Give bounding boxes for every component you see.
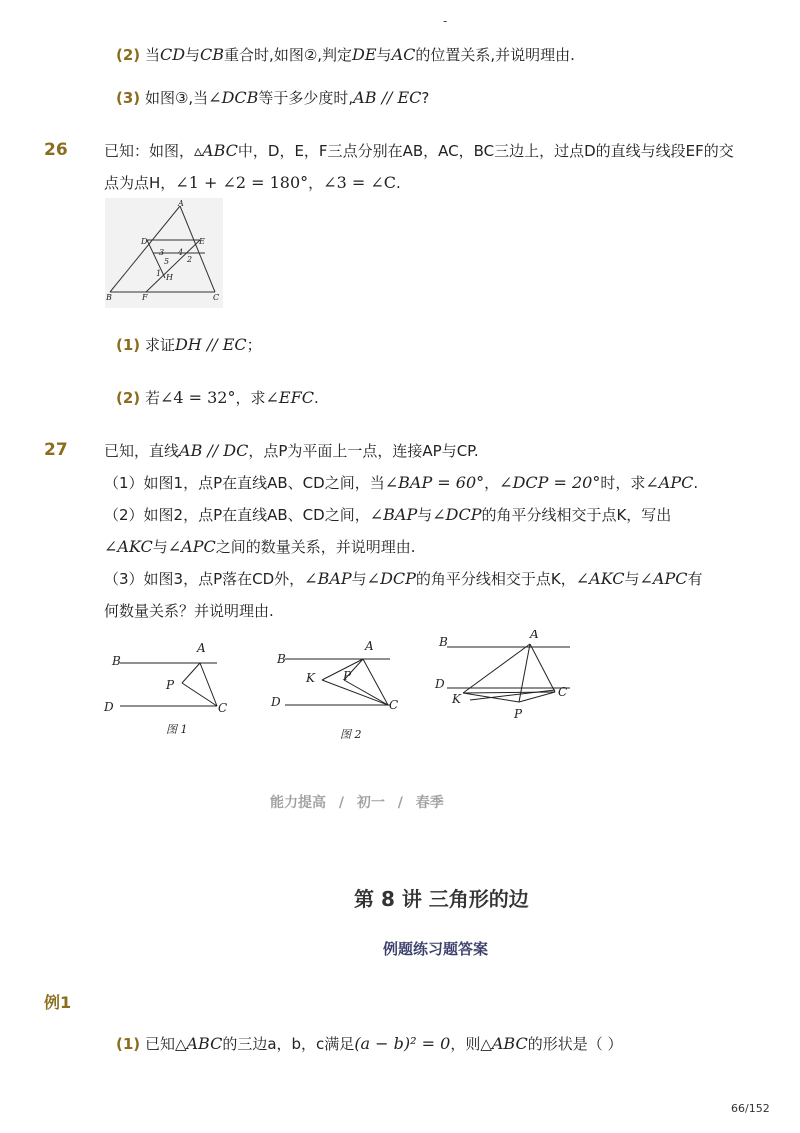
footer-text: 初一 [356,795,385,811]
lecture-subtitle: 例题练习题答案 [383,940,489,958]
math: ∠3 = ∠C [323,173,396,192]
q26-part1 [116,334,262,356]
fig-label: 3 [159,248,165,257]
fig3-label: K [452,692,461,706]
parallel-lines-figures [100,630,600,750]
text: 当 [144,46,160,64]
fig2-label: A [365,639,374,653]
q25-part2 [116,44,575,66]
text: 的角平分线相交于点K， [415,570,576,588]
text: ? [421,89,430,107]
fig-label: 1 [156,269,162,278]
text: 重合时,如图②,判定 [224,46,353,64]
fig2-label: B [277,652,286,666]
text: ，则△ [450,1035,492,1053]
text: 与 [417,506,433,524]
text: 与 [376,46,392,64]
q25-part3 [116,87,429,109]
fig1-label: C [218,701,228,715]
figure-2-caption: 图 2 [340,728,362,741]
fig3-label: C [558,685,568,699]
math: ▵ABC [194,141,238,160]
fig-label: D [141,237,148,246]
math: DH // EC [174,335,247,354]
figure-3 [447,644,570,702]
text: 何数量关系？并说明理由. [104,602,274,620]
math: CD [159,45,186,64]
math: ∠AKC [575,569,625,588]
math: AB // EC [353,88,422,107]
text: 点为点H， [104,174,176,192]
part-number: (3) [116,89,141,107]
part-number: (1) [116,336,141,354]
q27-line6 [104,600,274,622]
footer-separator: / [397,795,403,811]
fig-label: B [106,293,112,302]
fig1-label: P [166,678,175,692]
footer-text: 春季 [415,795,444,811]
fig1-label: A [197,641,206,655]
text: 已知△ [144,1035,187,1053]
math: ∠BAP [304,569,352,588]
math: (a − b)² = 0 [354,1034,451,1053]
top-mark: - [443,14,448,28]
math: ∠EFC [265,388,314,407]
lecture-title: 第 8 讲 三角形的边 [354,887,529,911]
q27-line2 [104,472,698,494]
part-number: (1) [116,1035,141,1053]
text: （1）如图1，点P在直线AB、CD之间，当 [104,474,385,492]
fig3-label: P [514,707,523,721]
fig1-label: D [104,700,114,714]
fig2-label: C [389,698,399,712]
math: ∠APC [639,569,688,588]
text: （3）如图3，点P落在CD外， [104,570,305,588]
text: 的角平分线相交于点K，写出 [481,506,672,524]
math: ∠APC [167,537,216,556]
section-footer [270,792,444,812]
math: ∠BAP = 60° [384,473,485,492]
fig1-label: B [112,654,121,668]
math: ∠BAP [369,505,418,524]
text: 已知：如图， [104,142,195,160]
text: （2）如图2，点P在直线AB、CD之间， [104,506,370,524]
math: ∠AKC [104,537,153,556]
math: CB [200,45,225,64]
fig2-label: P [343,669,352,683]
text: 已知，直线 [104,442,180,460]
part-number: (2) [116,389,141,407]
math: AB // DC [179,441,249,460]
question-number: 26 [44,140,68,160]
text: 等于多少度时, [258,89,354,107]
figure-1-caption: 图 1 [166,723,188,736]
text: 的形状是（ ） [527,1035,623,1053]
fig3-label: A [530,630,539,641]
fig-label: 5 [164,257,170,266]
text: 与 [185,46,201,64]
math: ABC [186,1034,223,1053]
footer-text: 能力提高 [270,795,326,811]
text: 如图③,当 [144,89,209,107]
text: . [313,389,319,407]
text: 与 [351,570,367,588]
q26-part2 [116,387,319,409]
fig-label: A [178,199,184,208]
text: ，求 [235,389,266,407]
q27-line5 [104,568,703,590]
text: ； [246,336,262,354]
q26-line2 [104,172,401,194]
text: ，点P为平面上一点，连接AP与CP. [248,442,479,460]
example1-part1 [116,1033,623,1055]
text: 与 [624,570,640,588]
triangle-figure [105,198,223,308]
math: ABC [491,1034,528,1053]
text: . [395,174,401,192]
page-number: 66/152 [731,1102,770,1115]
text: 与 [152,538,168,556]
text: 时，求 [600,474,646,492]
fig-label: F [142,293,148,302]
fig2-label: D [271,695,281,709]
math: ∠1 + ∠2 = 180° [175,173,309,192]
math: DE [352,45,377,64]
text: 的位置关系,并说明理由. [415,46,575,64]
math: ∠APC [645,473,694,492]
footer-separator: / [338,795,344,811]
q27-line4 [104,536,416,558]
text: 中，D，E，F三点分别在AB，AC，BC三边上，过点D的直线与线段EF的交 [237,142,734,160]
fig-label: C [213,293,220,302]
part-number: (2) [116,46,141,64]
text: ， [308,174,324,192]
text: . [693,474,699,492]
math: ∠DCB [208,88,259,107]
question-number: 27 [44,440,68,460]
math: ∠DCP = 20° [499,473,601,492]
math: ∠4 = 32° [159,388,236,407]
example-label: 例1 [44,993,72,1012]
fig2-label: K [306,671,315,685]
text: 的三边a，b，c满足 [222,1035,355,1053]
text: 之间的数量关系，并说明理由. [215,538,416,556]
q27-line1 [104,440,479,462]
q27-line3 [104,504,671,526]
q26-line1 [104,140,734,162]
fig-label: 4 [178,248,184,257]
fig3-label: B [439,635,448,649]
fig-label: 2 [187,255,193,264]
figure-2 [285,659,390,705]
math: ∠DCP [432,505,482,524]
text: ， [484,474,500,492]
text: 若 [144,389,160,407]
math: AC [391,45,416,64]
fig-label: E [199,237,205,246]
math: ∠DCP [366,569,416,588]
fig3-label: D [435,677,445,691]
text: 求证 [144,336,175,354]
fig-label: H [166,273,173,282]
text: 有 [687,570,703,588]
